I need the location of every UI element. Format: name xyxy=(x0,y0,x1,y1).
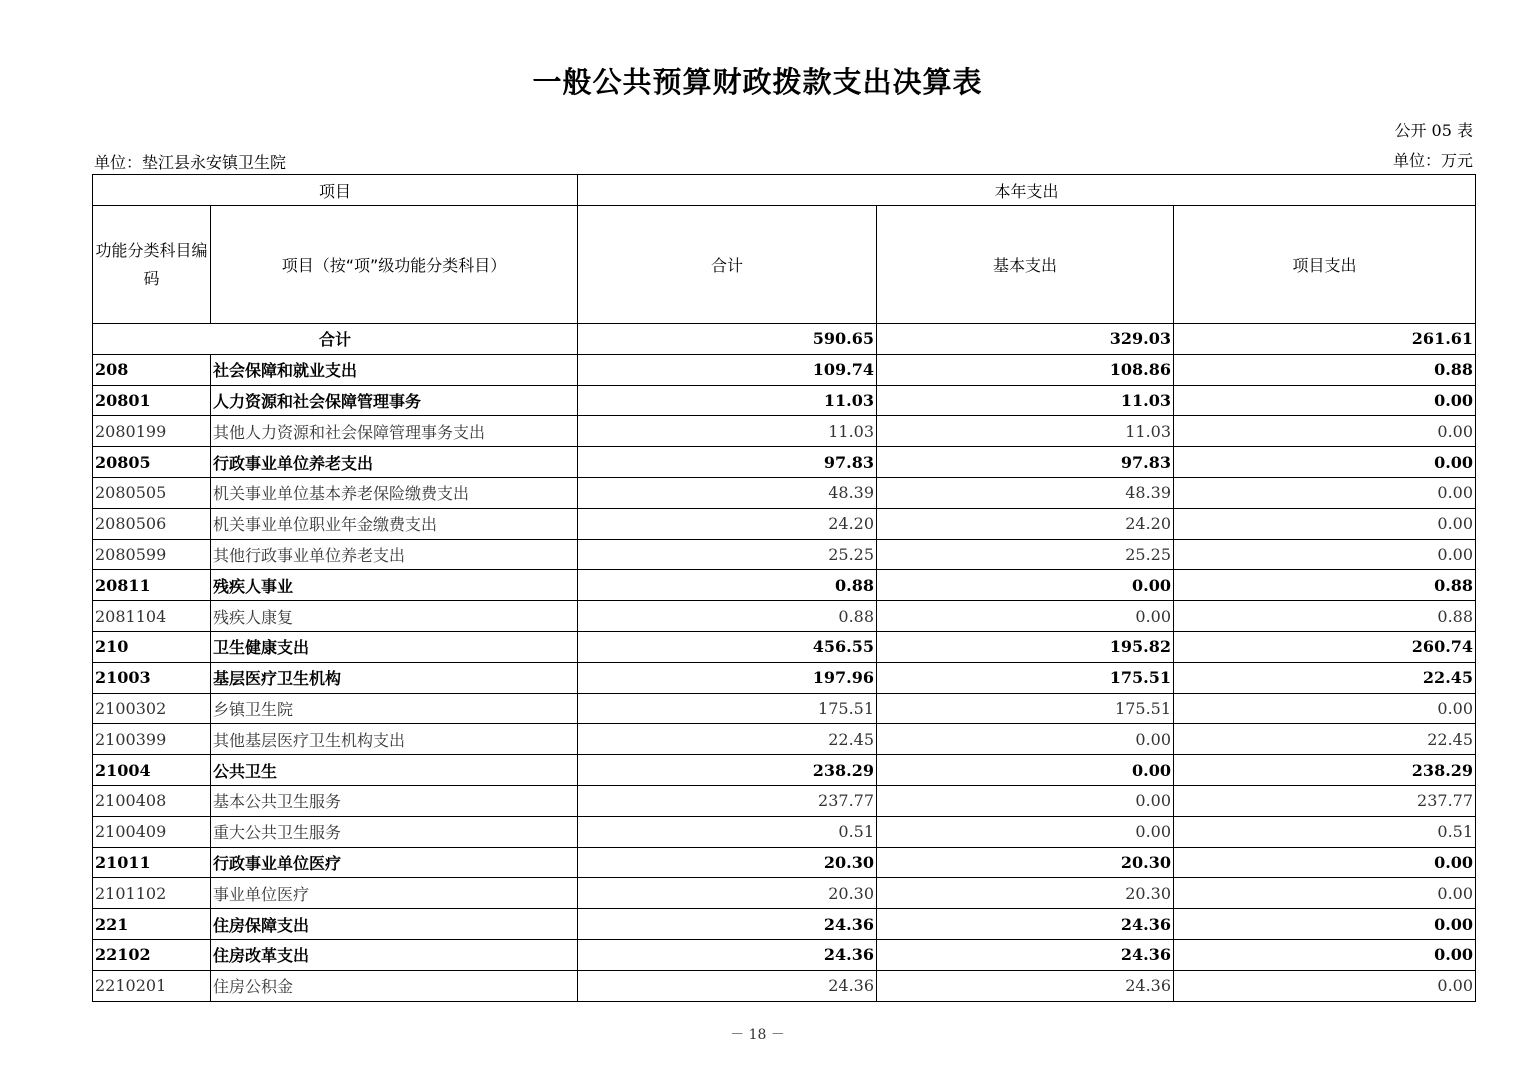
name-cell: 基层医疗卫生机构 xyxy=(211,662,578,693)
total-cell: 97.83 xyxy=(578,447,877,478)
basic-cell: 195.82 xyxy=(877,631,1174,662)
total-cell: 109.74 xyxy=(578,354,877,385)
table-row xyxy=(93,539,1476,570)
header-row-2 xyxy=(93,206,1476,324)
header-current-year: 本年支出 xyxy=(578,175,1476,206)
total-label: 合计 xyxy=(93,324,578,355)
header-row-1 xyxy=(93,175,1476,206)
project-cell: 0.00 xyxy=(1174,416,1476,447)
name-cell: 其他基层医疗卫生机构支出 xyxy=(211,724,578,755)
basic-cell: 0.00 xyxy=(877,601,1174,632)
name-cell: 住房保障支出 xyxy=(211,909,578,940)
name-cell: 公共卫生 xyxy=(211,755,578,786)
name-cell: 社会保障和就业支出 xyxy=(211,354,578,385)
code-cell: 2100409 xyxy=(93,816,211,847)
total-cell: 237.77 xyxy=(578,785,877,816)
project-cell: 0.00 xyxy=(1174,970,1476,1001)
code-cell: 208 xyxy=(93,354,211,385)
total-cell: 197.96 xyxy=(578,662,877,693)
table-row xyxy=(93,354,1476,385)
page-number: － 18 － xyxy=(730,1027,785,1043)
total-cell: 0.51 xyxy=(578,816,877,847)
table-row xyxy=(93,909,1476,940)
total-cell: 24.20 xyxy=(578,508,877,539)
total-amount: 590.65 xyxy=(578,324,877,355)
table-row xyxy=(93,970,1476,1001)
table-row xyxy=(93,878,1476,909)
name-cell: 重大公共卫生服务 xyxy=(211,816,578,847)
project-cell: 0.00 xyxy=(1174,508,1476,539)
project-cell: 0.00 xyxy=(1174,477,1476,508)
table-row xyxy=(93,447,1476,478)
basic-cell: 25.25 xyxy=(877,539,1174,570)
name-cell: 行政事业单位养老支出 xyxy=(211,447,578,478)
total-cell: 25.25 xyxy=(578,539,877,570)
total-cell: 11.03 xyxy=(578,385,877,416)
basic-cell: 11.03 xyxy=(877,385,1174,416)
code-cell: 2100302 xyxy=(93,693,211,724)
code-cell: 2080506 xyxy=(93,508,211,539)
project-cell: 237.77 xyxy=(1174,785,1476,816)
basic-cell: 0.00 xyxy=(877,755,1174,786)
total-cell: 24.36 xyxy=(578,909,877,940)
basic-cell: 0.00 xyxy=(877,724,1174,755)
total-cell: 0.88 xyxy=(578,570,877,601)
name-cell: 残疾人康复 xyxy=(211,601,578,632)
name-cell: 残疾人事业 xyxy=(211,570,578,601)
total-cell: 22.45 xyxy=(578,724,877,755)
basic-cell: 0.00 xyxy=(877,816,1174,847)
project-cell: 0.00 xyxy=(1174,939,1476,970)
project-cell: 238.29 xyxy=(1174,755,1476,786)
project-cell: 0.00 xyxy=(1174,878,1476,909)
code-cell: 2080199 xyxy=(93,416,211,447)
name-cell: 住房改革支出 xyxy=(211,939,578,970)
basic-cell: 24.36 xyxy=(877,970,1174,1001)
basic-cell: 175.51 xyxy=(877,693,1174,724)
header-name: 项目（按“项”级功能分类科目） xyxy=(211,206,578,324)
total-cell: 20.30 xyxy=(578,878,877,909)
total-cell: 175.51 xyxy=(578,693,877,724)
code-cell: 2101102 xyxy=(93,878,211,909)
table-row xyxy=(93,570,1476,601)
table-row xyxy=(93,816,1476,847)
table-row xyxy=(93,939,1476,970)
code-cell: 2080505 xyxy=(93,477,211,508)
code-cell: 2080599 xyxy=(93,539,211,570)
code-cell: 221 xyxy=(93,909,211,940)
table-row xyxy=(93,416,1476,447)
table-row xyxy=(93,662,1476,693)
basic-cell: 20.30 xyxy=(877,878,1174,909)
project-cell: 22.45 xyxy=(1174,662,1476,693)
code-cell: 2210201 xyxy=(93,970,211,1001)
project-cell: 0.00 xyxy=(1174,447,1476,478)
project-cell: 22.45 xyxy=(1174,724,1476,755)
total-cell: 24.36 xyxy=(578,970,877,1001)
currency-unit: 单位：万元 xyxy=(1392,151,1473,170)
header-project: 项目 xyxy=(93,175,578,206)
basic-cell: 24.20 xyxy=(877,508,1174,539)
total-cell: 456.55 xyxy=(578,631,877,662)
table-row xyxy=(93,724,1476,755)
code-cell: 2081104 xyxy=(93,601,211,632)
basic-cell: 97.83 xyxy=(877,447,1174,478)
code-cell: 21011 xyxy=(93,847,211,878)
code-cell: 2100399 xyxy=(93,724,211,755)
code-cell: 210 xyxy=(93,631,211,662)
basic-cell: 0.00 xyxy=(877,570,1174,601)
basic-cell: 20.30 xyxy=(877,847,1174,878)
table-row xyxy=(93,631,1476,662)
project-cell: 0.00 xyxy=(1174,693,1476,724)
header-code: 功能分类科目编码 xyxy=(93,206,211,324)
name-cell: 乡镇卫生院 xyxy=(211,693,578,724)
name-cell: 其他行政事业单位养老支出 xyxy=(211,539,578,570)
basic-cell: 48.39 xyxy=(877,477,1174,508)
header-total: 合计 xyxy=(578,206,877,324)
total-row xyxy=(93,324,1476,355)
name-cell: 住房公积金 xyxy=(211,970,578,1001)
basic-cell: 11.03 xyxy=(877,416,1174,447)
total-cell: 24.36 xyxy=(578,939,877,970)
name-cell: 卫生健康支出 xyxy=(211,631,578,662)
project-cell: 0.51 xyxy=(1174,816,1476,847)
name-cell: 其他人力资源和社会保障管理事务支出 xyxy=(211,416,578,447)
page-title: 一般公共预算财政拨款支出决算表 xyxy=(532,65,983,99)
project-cell: 0.88 xyxy=(1174,570,1476,601)
total-project: 261.61 xyxy=(1174,324,1476,355)
table-row xyxy=(93,755,1476,786)
total-cell: 20.30 xyxy=(578,847,877,878)
table-row xyxy=(93,785,1476,816)
code-cell: 21004 xyxy=(93,755,211,786)
table-row xyxy=(93,693,1476,724)
table-row xyxy=(93,508,1476,539)
project-cell: 0.88 xyxy=(1174,601,1476,632)
code-cell: 20811 xyxy=(93,570,211,601)
table-row xyxy=(93,477,1476,508)
project-cell: 0.00 xyxy=(1174,385,1476,416)
name-cell: 行政事业单位医疗 xyxy=(211,847,578,878)
project-cell: 260.74 xyxy=(1174,631,1476,662)
basic-cell: 108.86 xyxy=(877,354,1174,385)
name-cell: 机关事业单位职业年金缴费支出 xyxy=(211,508,578,539)
total-cell: 11.03 xyxy=(578,416,877,447)
name-cell: 人力资源和社会保障管理事务 xyxy=(211,385,578,416)
header-project-expense: 项目支出 xyxy=(1174,206,1476,324)
table-row xyxy=(93,385,1476,416)
code-cell: 2100408 xyxy=(93,785,211,816)
code-cell: 21003 xyxy=(93,662,211,693)
total-basic: 329.03 xyxy=(877,324,1174,355)
project-cell: 0.00 xyxy=(1174,909,1476,940)
header-basic: 基本支出 xyxy=(877,206,1174,324)
total-cell: 0.88 xyxy=(578,601,877,632)
basic-cell: 0.00 xyxy=(877,785,1174,816)
table-number: 公开 05 表 xyxy=(1394,121,1473,140)
table-row xyxy=(93,847,1476,878)
project-cell: 0.00 xyxy=(1174,847,1476,878)
code-cell: 22102 xyxy=(93,939,211,970)
total-cell: 238.29 xyxy=(578,755,877,786)
basic-cell: 24.36 xyxy=(877,939,1174,970)
total-cell: 48.39 xyxy=(578,477,877,508)
basic-cell: 24.36 xyxy=(877,909,1174,940)
reporting-unit: 单位：垫江县永安镇卫生院 xyxy=(94,153,287,172)
name-cell: 事业单位医疗 xyxy=(211,878,578,909)
project-cell: 0.88 xyxy=(1174,354,1476,385)
name-cell: 基本公共卫生服务 xyxy=(211,785,578,816)
budget-table xyxy=(92,174,1476,1002)
table-row xyxy=(93,601,1476,632)
project-cell: 0.00 xyxy=(1174,539,1476,570)
name-cell: 机关事业单位基本养老保险缴费支出 xyxy=(211,477,578,508)
code-cell: 20801 xyxy=(93,385,211,416)
basic-cell: 175.51 xyxy=(877,662,1174,693)
code-cell: 20805 xyxy=(93,447,211,478)
